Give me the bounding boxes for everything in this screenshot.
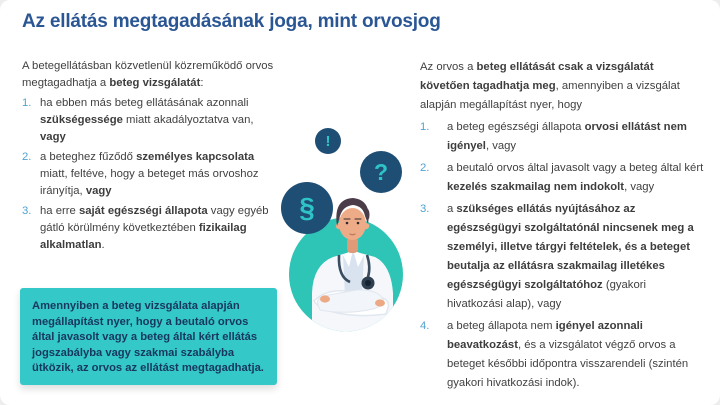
list-item (420, 159, 705, 197)
list-text: a beteg állapota nem igényel azonnali beavatkozást, és a vizsgálatot végző orvos a beteget későbbi időpontra visszarendeli (szintén gyakori hivatkozási indok). (447, 320, 689, 389)
list-item (22, 203, 278, 254)
list-item (22, 95, 278, 146)
list-item (420, 317, 705, 393)
list-number: 1. (22, 97, 32, 109)
list-number: 3. (420, 203, 430, 215)
list-text: a beutaló orvos által javasolt vagy a beteg által kért kezelés szakmailag nem indokolt, vagy (447, 162, 704, 193)
list-text: a beteg egészségi állapota orvosi ellátást nem igényel, vagy (447, 121, 687, 152)
left-intro: A betegellátásban közvetlenül közreműködő orvos megtagadhatja a beteg vizsgálatát: (22, 60, 274, 89)
list-text: a beteghez fűződő személyes kapcsolata miatt, feltéve, hogy a beteget más orvoshoz irányítja, vagy (40, 151, 259, 197)
question-glyph: ? (373, 158, 389, 185)
list-text: a szükséges ellátás nyújtásához az egészségügyi szolgáltatónál nincsenek meg a személyi, illetve tárgyi feltételek, és a beteget beutalja az ellátásra szakmailag illetékes egészségügyi szolgáltatóhoz (gyakori hivatkozási alap), vagy (447, 203, 694, 310)
list-item (420, 118, 705, 156)
exclamation-icon (315, 128, 341, 154)
list-number: 2. (22, 151, 32, 163)
list-number: 3. (22, 205, 32, 217)
exclamation-glyph: ! (325, 132, 331, 150)
right-intro: Az orvos a beteg ellátását csak a vizsgálatát követően tagadhatja meg, amennyiben a vizsgálat alapján megállapítást nyer, hogy (420, 61, 680, 111)
question-icon (360, 151, 402, 193)
list-number: 4. (420, 320, 430, 332)
list-item (420, 200, 705, 314)
list-number: 2. (420, 162, 430, 174)
callout-text: Amennyiben a beteg vizsgálata alapján megállapítást nyer, hogy a beutaló orvos által javasolt vagy a beteg által kért ellátás jogszabályba vagy szakmai szabályba ütközik, az orvos az ellátást megtagadhatja. (32, 300, 264, 375)
left-list (22, 95, 278, 254)
section-sign-icon (281, 182, 333, 234)
list-text: ha erre saját egészségi állapota vagy egyéb gátló körülmény következtében fizikailag alkalmatlan. (40, 205, 269, 251)
right-column (420, 58, 705, 393)
list-text: ha ebben más beteg ellátásának azonnali szükségessége miatt akadályoztatva van, vagy (40, 97, 254, 143)
right-list (420, 118, 705, 393)
left-column (22, 58, 278, 254)
callout-box (20, 288, 277, 385)
section-glyph: § (299, 192, 315, 223)
doctor-body (312, 250, 393, 335)
list-number: 1. (420, 121, 430, 133)
page-title: Az ellátás megtagadásának joga, mint orvosjog (22, 11, 441, 32)
list-item (22, 149, 278, 200)
